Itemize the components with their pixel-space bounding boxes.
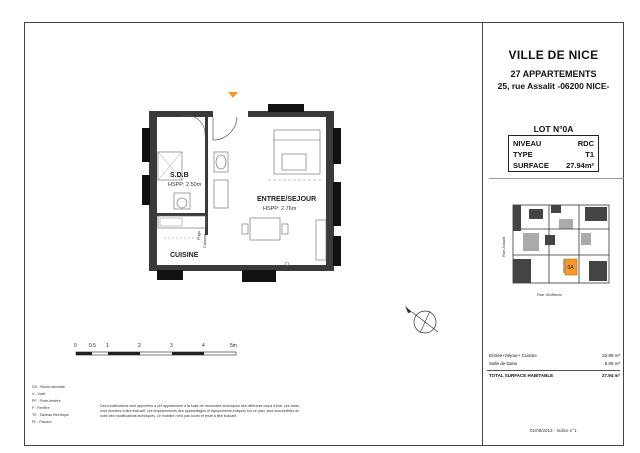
scale-tick: 3 bbox=[170, 343, 173, 349]
units-title: 27 APPARTEMENTS bbox=[510, 69, 597, 79]
lot-value: 27.94m² bbox=[566, 161, 594, 170]
wall-top-left bbox=[149, 111, 213, 117]
surface-value: 5.05 m² bbox=[604, 361, 620, 366]
site-location-plan bbox=[489, 178, 624, 303]
lot-label: LOT N°0A bbox=[533, 124, 574, 134]
scale-tick: 4 bbox=[202, 343, 205, 349]
surface-total-row bbox=[483, 372, 624, 380]
lot-row-niveau bbox=[513, 138, 594, 149]
wc bbox=[174, 193, 190, 209]
lot-row-type bbox=[513, 149, 594, 160]
surface-name: Salle de bains bbox=[489, 361, 518, 366]
legend-item: TE : Tableau électrique bbox=[32, 413, 69, 417]
lot-info-box bbox=[508, 135, 599, 172]
legend-item: PF : Porte-fenêtre bbox=[32, 399, 61, 403]
wall-right bbox=[326, 111, 334, 271]
lot-value: RDC bbox=[577, 139, 594, 148]
cuisson-label: Cuisson bbox=[202, 233, 207, 248]
scale-tick: 1 bbox=[106, 343, 109, 349]
room-cuisine-name: CUISINE bbox=[170, 252, 199, 259]
scale-bar bbox=[76, 352, 236, 355]
legend bbox=[32, 384, 96, 426]
room-sdb-name: S.D.B bbox=[170, 172, 189, 179]
site-street-left: Rue Assalit bbox=[501, 236, 506, 257]
address-title: 25, rue Assalit -06200 NICE- bbox=[497, 81, 610, 91]
room-sejour-height: HSPP: 2.76m bbox=[263, 206, 297, 212]
table-outline bbox=[250, 218, 280, 240]
wall-left bbox=[149, 111, 157, 271]
entry-marker bbox=[228, 92, 238, 98]
disclaimer-note: Des modifications sont apportées à cet appartement à la suite de nécessités techniques des différents corps d'état. Les cotes sont données à titre indicatif. Les emplacements des appareillages et équipements indiqués sur ce plan, sont susceptibles de subir des modifications techniques. Le mobilier n'est pas fourni et reste à titre indicatif. bbox=[100, 404, 300, 418]
surface-table bbox=[483, 352, 624, 380]
city-title: VILLE DE NICE bbox=[508, 48, 599, 62]
legend-item: DS : Sèche-serviette bbox=[32, 385, 65, 389]
bed-outline bbox=[274, 130, 320, 174]
surface-total-value: 27.94 m² bbox=[601, 373, 620, 378]
lot-row-surface bbox=[513, 160, 594, 171]
surface-value: 22.89 m² bbox=[602, 353, 620, 358]
site-lot-tag: 0A bbox=[567, 265, 574, 271]
lot-key: SURFACE bbox=[513, 161, 549, 170]
scale-tick: 0.5 bbox=[89, 343, 96, 349]
lot-value: T1 bbox=[585, 150, 594, 159]
scale-tick: 2 bbox=[138, 343, 141, 349]
legend-item: V : Volet bbox=[32, 392, 46, 396]
scale-tick: 5m bbox=[230, 343, 237, 349]
entry-door-swing bbox=[213, 117, 237, 140]
lot-key: NIVEAU bbox=[513, 139, 542, 148]
surface-name: Entrée+Séjour+ Cuisine bbox=[489, 353, 537, 358]
scale-tick: 0 bbox=[74, 343, 77, 349]
surface-total-name: TOTAL SURFACE HABITABLE bbox=[489, 373, 554, 378]
site-street-bottom: Rue Gioffredo bbox=[537, 292, 562, 297]
north-arrow-icon bbox=[405, 306, 438, 333]
room-sdb-height: HSPP: 2.50m bbox=[168, 182, 202, 188]
room-sejour-name: ENTREE/SEJOUR bbox=[257, 196, 317, 203]
surface-row bbox=[483, 360, 624, 368]
wall-partition bbox=[205, 117, 208, 235]
legend-item: F : Fenêtre bbox=[32, 406, 50, 410]
surface-row bbox=[483, 352, 624, 360]
wall-sdb-bottom bbox=[157, 213, 207, 216]
date-index: 01/08/2013 - Indice n°1 bbox=[530, 428, 577, 433]
surface-divider bbox=[487, 370, 620, 371]
lot-key: TYPE bbox=[513, 150, 533, 159]
frigo-label: Frigo bbox=[196, 230, 201, 240]
legend-item: PL : Placard bbox=[32, 420, 52, 424]
